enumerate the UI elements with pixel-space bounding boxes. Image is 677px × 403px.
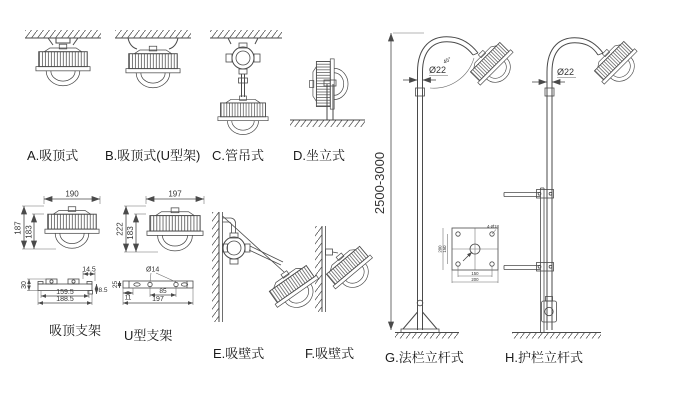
lamp1-dimension-drawing xyxy=(14,190,101,250)
lamp2-dimension-drawing xyxy=(116,190,205,253)
lamp-icon xyxy=(588,35,646,93)
wall-hatch xyxy=(212,212,219,322)
lamp-icon xyxy=(309,59,348,109)
lamp-icon xyxy=(320,240,381,299)
lamp-icon xyxy=(45,207,99,249)
label-mount-f: F.吸壁式 xyxy=(305,346,355,361)
mount-h-drawing xyxy=(504,35,646,338)
mount-a-drawing xyxy=(25,30,101,86)
lamp-icon xyxy=(464,36,522,94)
u-bracket-drawing xyxy=(112,267,193,306)
ground-hatch xyxy=(290,120,365,127)
dim-pole-dia-h: Ø22 xyxy=(557,67,575,77)
ceiling-hatch xyxy=(25,30,101,38)
mount-c-drawing xyxy=(210,30,282,135)
dim-pole-dia-g: Ø22 xyxy=(429,65,447,75)
ground-hatch xyxy=(512,333,601,339)
dim-lamp2-h-outer: 222 xyxy=(115,222,125,236)
flange-plate-detail xyxy=(438,224,500,283)
label-u-bracket: U型支架 xyxy=(124,328,173,343)
dim-flange-bot-inner: 150 xyxy=(471,271,479,276)
dim-lamp1-h-inner: 183 xyxy=(24,225,34,239)
junction-box xyxy=(223,237,245,259)
dim-flange-left-inner: 150 xyxy=(442,245,447,253)
mount-d-drawing xyxy=(290,59,365,127)
label-mount-e: E.吸壁式 xyxy=(213,346,265,361)
label-mount-h: H.护栏立杆式 xyxy=(505,350,584,365)
lamp-icon xyxy=(147,208,203,251)
dim-flange-note: 4-Ø18 xyxy=(487,224,499,229)
label-ceiling-bracket: 吸顶支架 xyxy=(49,323,102,338)
mount-b-drawing xyxy=(115,30,191,88)
dim-cb-height: 30 xyxy=(21,281,28,289)
dim-lamp1-width: 190 xyxy=(65,189,79,199)
dim-ub-height: 25 xyxy=(112,280,119,289)
ceiling-bracket-drawing xyxy=(21,267,108,306)
dim-ub-offset: 11 xyxy=(124,294,132,302)
pole-coupler xyxy=(416,88,425,96)
label-mount-c: C.管吊式 xyxy=(212,148,265,163)
dim-lamp1-h-outer: 187 xyxy=(13,221,23,235)
label-mount-b: B.吸顶式(U型架) xyxy=(105,148,201,163)
dim-cb-tab: 14.5 xyxy=(82,266,96,274)
dim-flange-left-outer: 200 xyxy=(437,245,443,253)
dim-lamp2-width: 197 xyxy=(168,189,182,199)
dim-cb-edge: 8.5 xyxy=(98,287,108,294)
label-mount-a: A.吸顶式 xyxy=(27,148,79,163)
label-mount-g: G.法栏立杆式 xyxy=(385,350,464,365)
dim-pole-height: 2500-3000 xyxy=(372,151,387,215)
ceiling-hatch xyxy=(210,30,282,38)
dim-cb-outer: 188.5 xyxy=(56,296,74,303)
wall-hatch xyxy=(315,226,322,312)
pole-coupler xyxy=(545,88,554,96)
dim-ub-outer: 197 xyxy=(152,296,164,303)
junction-box xyxy=(232,47,254,69)
dim-ub-inner: 85 xyxy=(159,288,167,295)
label-mount-d: D.坐立式 xyxy=(293,148,346,163)
lamp-icon xyxy=(36,44,90,86)
mount-e-drawing xyxy=(212,212,327,322)
mount-f-drawing xyxy=(315,226,381,312)
dim-cb-inner: 159.5 xyxy=(56,289,74,296)
flange-base xyxy=(401,329,439,333)
ceiling-hatch xyxy=(115,30,191,38)
lamp-icon xyxy=(218,96,268,135)
lamp-icon xyxy=(126,46,180,88)
dim-lamp2-h-inner: 183 xyxy=(126,226,135,240)
ground-hatch xyxy=(395,333,459,339)
mount-g-drawing xyxy=(372,33,522,339)
dim-flange-bot-outer: 200 xyxy=(471,277,479,282)
dim-arm-angle: 45° xyxy=(442,56,453,66)
dim-ub-hole: Ø14 xyxy=(146,266,160,274)
